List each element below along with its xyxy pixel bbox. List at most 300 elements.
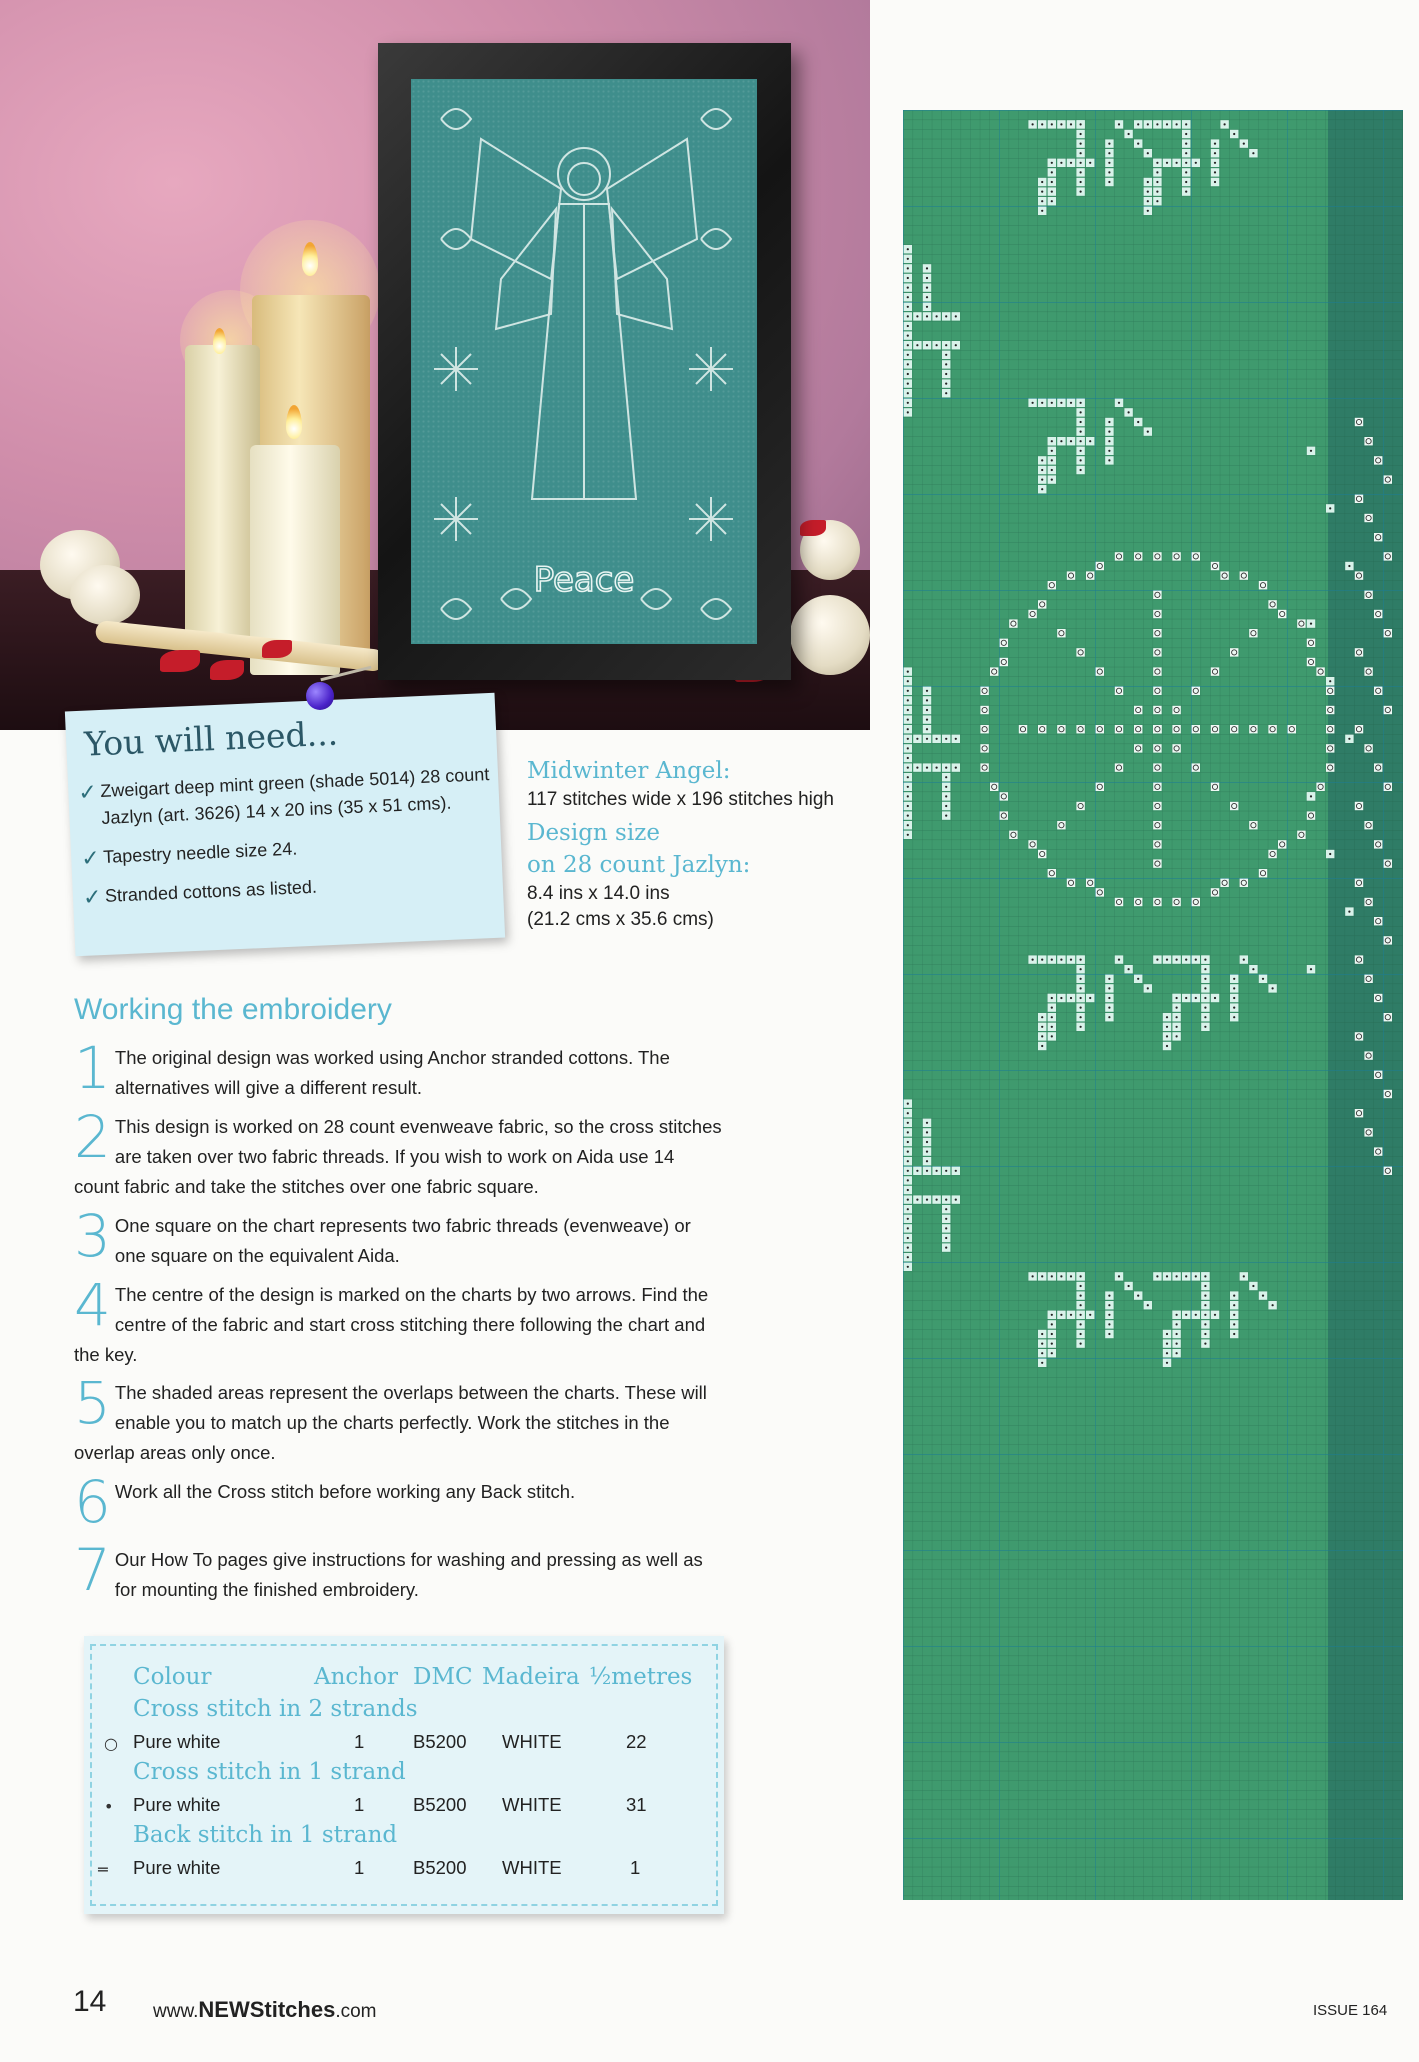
stitch-dot <box>1204 1343 1206 1345</box>
stitch-dot <box>1195 162 1197 164</box>
stitch-dot <box>1176 1314 1178 1316</box>
open-circle-symbol-icon: ○ <box>104 1734 118 1753</box>
stitch-dot <box>926 699 928 701</box>
stitch-dot <box>926 1141 928 1143</box>
stitch-dot <box>1185 162 1187 164</box>
key-header-anchor: Anchor <box>314 1664 398 1690</box>
stitch-dot <box>1070 1275 1072 1277</box>
stitch-dot <box>1176 997 1178 999</box>
stitch-dot <box>1070 123 1072 125</box>
stitch-dot <box>1108 997 1110 999</box>
stitch-dot <box>1032 123 1034 125</box>
stitch-dot <box>926 306 928 308</box>
stitch-dot <box>1272 1304 1274 1306</box>
key-dmc: B5200 <box>413 1794 467 1815</box>
stitch-dot <box>1041 210 1043 212</box>
step-text: The original design was worked using Anchor stranded cottons. The alternatives will give a different result. <box>114 1047 670 1098</box>
stitch-dot <box>1176 959 1178 961</box>
stitch-dot <box>1108 1314 1110 1316</box>
stitch-dot <box>1176 1323 1178 1325</box>
stitch-dot <box>945 805 947 807</box>
stitch-dot <box>936 344 938 346</box>
stitch-dot <box>1348 911 1350 913</box>
key-madeira: WHITE <box>502 1794 562 1815</box>
stitch-dot <box>1089 1314 1091 1316</box>
design-size-label-fabric: on 28 count Jazlyn: <box>527 852 751 878</box>
stitch-dot <box>1147 181 1149 183</box>
stitch-dot <box>907 747 909 749</box>
stitch-dot <box>926 315 928 317</box>
stitch-dot <box>1080 1314 1082 1316</box>
petal-icon <box>262 640 292 658</box>
stitch-dot <box>907 824 909 826</box>
stitch-dot <box>945 1237 947 1239</box>
stitch-dot <box>916 738 918 740</box>
stitch-dot <box>907 1189 909 1191</box>
stitch-dot <box>1147 987 1149 989</box>
stitch-dot <box>907 354 909 356</box>
stitch-dot <box>1204 1314 1206 1316</box>
stitch-dot <box>1041 181 1043 183</box>
stitch-dot <box>926 287 928 289</box>
stitch-dot <box>1051 1343 1053 1345</box>
stitch-dot <box>945 1247 947 1249</box>
stitch-dot <box>1272 987 1274 989</box>
stitch-dot <box>936 1170 938 1172</box>
stitch-dot <box>907 815 909 817</box>
stitch-dot <box>1041 1333 1043 1335</box>
stitch-dot <box>926 1131 928 1133</box>
stitch-dot <box>1233 1295 1235 1297</box>
stitch-dot <box>1041 459 1043 461</box>
stitch-dot <box>1310 623 1312 625</box>
stitch-dot <box>1108 978 1110 980</box>
stitch-dot <box>1108 181 1110 183</box>
stitch-dot <box>1041 1362 1043 1364</box>
stitch-dot <box>1051 162 1053 164</box>
stitch-dot <box>945 1227 947 1229</box>
stitch-dot <box>907 1170 909 1172</box>
stitch-dot <box>1128 133 1130 135</box>
stitch-dot <box>1080 1343 1082 1345</box>
stitch-dot <box>1108 171 1110 173</box>
stitch-dot <box>945 738 947 740</box>
stitch-dot <box>1051 181 1053 183</box>
stitch-dot <box>1252 152 1254 154</box>
stitch-dot <box>945 373 947 375</box>
stitch-dot <box>945 363 947 365</box>
stitch-dot <box>926 1160 928 1162</box>
step-1 <box>74 1034 724 1103</box>
stitch-dot <box>907 1141 909 1143</box>
stitch-dot <box>1060 123 1062 125</box>
key-header-madeira: Madeira <box>482 1664 580 1690</box>
stitch-dot <box>1080 133 1082 135</box>
picture-frame <box>378 43 791 680</box>
stitch-dot <box>1041 402 1043 404</box>
stitch-dot <box>1214 171 1216 173</box>
stitch-dot <box>1147 152 1149 154</box>
stitch-dot <box>1156 181 1158 183</box>
stitch-dot <box>1214 143 1216 145</box>
stitch-dot <box>1195 997 1197 999</box>
stitch-dot <box>1108 1007 1110 1009</box>
stitch-dot <box>1041 1035 1043 1037</box>
stitch-dot <box>1108 459 1110 461</box>
stitch-dot <box>926 296 928 298</box>
stitch-dot <box>1108 987 1110 989</box>
stitch-dot <box>945 1218 947 1220</box>
stitch-dot <box>1060 1275 1062 1277</box>
stitch-dot <box>1166 1045 1168 1047</box>
stitch-dot <box>926 277 928 279</box>
section-title: Working the embroidery <box>74 993 392 1026</box>
stitch-dot <box>907 325 909 327</box>
stitch-dot <box>1080 431 1082 433</box>
stitch-dot <box>1214 997 1216 999</box>
stitch-dot <box>907 834 909 836</box>
stitch-dot <box>1051 171 1053 173</box>
stitch-dot <box>1166 1333 1168 1335</box>
stitch-dot <box>1051 450 1053 452</box>
stitch-dot <box>955 1199 957 1201</box>
stitch-dot <box>907 776 909 778</box>
stitch-dot <box>955 315 957 317</box>
stitch-dot <box>1166 1035 1168 1037</box>
stitch-dot <box>1156 1275 1158 1277</box>
stitch-dot <box>945 1199 947 1201</box>
petal-icon <box>160 650 200 672</box>
stitch-dot <box>1051 459 1053 461</box>
step-4 <box>74 1271 724 1370</box>
stitch-dot <box>1089 997 1091 999</box>
stitch-dot <box>1060 997 1062 999</box>
step-number: 7 <box>74 1536 111 1604</box>
stitch-dot <box>1348 738 1350 740</box>
stitch-dot <box>1080 459 1082 461</box>
stitch-dot <box>1128 968 1130 970</box>
key-madeira: WHITE <box>502 1857 562 1878</box>
stitch-dot <box>1329 680 1331 682</box>
stitch-dot <box>936 738 938 740</box>
stitch-dot <box>945 815 947 817</box>
step-2 <box>74 1103 724 1202</box>
stitch-dot <box>1185 133 1187 135</box>
stitch-dot <box>945 344 947 346</box>
stitch-dot <box>926 1122 928 1124</box>
stitch-dot <box>1041 200 1043 202</box>
stitch-dot <box>1080 469 1082 471</box>
stitch-dot <box>1080 978 1082 980</box>
step-text: One square on the chart represents two fabric threads (evenweave) or one square on the equivalent Aida. <box>114 1215 691 1266</box>
key-header-colour: Colour <box>133 1664 212 1690</box>
stitch-dot <box>1137 123 1139 125</box>
stitch-dot <box>1051 1026 1053 1028</box>
candle-left <box>185 345 260 645</box>
stitch-dot <box>1147 431 1149 433</box>
design-stitch-count: 117 stitches wide x 196 stitches high <box>527 789 834 810</box>
stitch-dot <box>1204 1285 1206 1287</box>
key-section-title: Cross stitch in 1 strand <box>133 1759 406 1785</box>
stitch-dot <box>1041 479 1043 481</box>
stitch-dot <box>1166 1352 1168 1354</box>
stitch-dot <box>1310 968 1312 970</box>
push-pin-icon <box>306 682 334 710</box>
key-anchor: 1 <box>354 1857 365 1878</box>
key-dmc: B5200 <box>413 1731 467 1752</box>
stitch-dot <box>1080 1016 1082 1018</box>
stitch-dot <box>907 267 909 269</box>
stitch-dot <box>1233 1323 1235 1325</box>
stitched-sampler <box>411 79 757 644</box>
key-dmc: B5200 <box>413 1857 467 1878</box>
stitch-dot <box>1176 1026 1178 1028</box>
stitch-dot <box>907 728 909 730</box>
stitch-dot <box>1156 123 1158 125</box>
stitch-dot <box>1137 978 1139 980</box>
stitch-dot <box>916 767 918 769</box>
stitch-dot <box>1185 1314 1187 1316</box>
stitch-dot <box>1060 1314 1062 1316</box>
stitch-dot <box>907 344 909 346</box>
requirement-item: ✓ Zweigart deep mint green (shade 5014) 28 count Jazlyn (art. 3626) 14 x 20 ins (35 x 51 cms). <box>77 764 490 828</box>
stitch-dot <box>1176 1007 1178 1009</box>
stitch-dot <box>907 315 909 317</box>
stitch-dot <box>1051 997 1053 999</box>
stitch-dot <box>1176 1035 1178 1037</box>
stitch-dot <box>926 728 928 730</box>
stitch-dot <box>1080 181 1082 183</box>
stitch-dot <box>926 709 928 711</box>
stitch-dot <box>1204 997 1206 999</box>
stitch-dot <box>1233 1007 1235 1009</box>
stitch-dot <box>1080 440 1082 442</box>
stitch-dot <box>916 1170 918 1172</box>
key-anchor: 1 <box>354 1794 365 1815</box>
step-text: The centre of the design is marked on the charts by two arrows. Find the centre of the fabric and start cross stitching there following the chart and the key. <box>74 1284 709 1365</box>
stitch-dot <box>907 1266 909 1268</box>
stitch-dot <box>1051 402 1053 404</box>
flame-icon <box>213 328 226 354</box>
stitch-dot <box>1204 1016 1206 1018</box>
stitch-dot <box>1080 1295 1082 1297</box>
design-size-cms: (21.2 cms x 35.6 cms) <box>527 909 714 930</box>
stitch-dot <box>1147 210 1149 212</box>
stitch-dot <box>1080 123 1082 125</box>
stitch-dot <box>1233 978 1235 980</box>
stitch-dot <box>907 296 909 298</box>
step-number: 4 <box>74 1271 111 1339</box>
stitch-dot <box>1214 162 1216 164</box>
stitch-dot <box>1204 1007 1206 1009</box>
stitch-dot <box>1233 987 1235 989</box>
stitch-dot <box>1108 152 1110 154</box>
stitch-dot <box>916 315 918 317</box>
stitch-dot <box>1348 565 1350 567</box>
stitch-dot <box>1185 152 1187 154</box>
stitch-dot <box>907 335 909 337</box>
stitch-dot <box>907 411 909 413</box>
stitch-dot <box>1080 1007 1082 1009</box>
stitch-dot <box>1080 1333 1082 1335</box>
stitch-dot <box>1108 1016 1110 1018</box>
stitch-dot <box>907 767 909 769</box>
stitch-dot <box>1329 853 1331 855</box>
stitch-dot <box>1051 1352 1053 1354</box>
stitch-dot <box>1060 402 1062 404</box>
step-text: The shaded areas represent the overlaps between the charts. These will enable you to match up the charts perfectly. Work the stitches in the overlap areas only once. <box>74 1382 707 1463</box>
stitch-dot <box>1329 507 1331 509</box>
stitch-dot <box>907 383 909 385</box>
stitch-dot <box>1108 143 1110 145</box>
stitch-dot <box>945 795 947 797</box>
step-3 <box>74 1202 724 1271</box>
stitch-dot <box>1080 959 1082 961</box>
step-number: 6 <box>74 1468 111 1536</box>
stitch-dot <box>907 1179 909 1181</box>
stitch-dot <box>1156 959 1158 961</box>
stitch-dot <box>1233 997 1235 999</box>
stitch-dot <box>936 767 938 769</box>
stitch-dot <box>1262 1295 1264 1297</box>
key-header-metres: ½metres <box>589 1664 693 1690</box>
stitch-dot <box>1051 440 1053 442</box>
stitch-dot <box>1166 123 1168 125</box>
step-text: This design is worked on 28 count evenweave fabric, so the cross stitches are taken over two fabric threads. If you wish to work on Aida use 14 count fabric and take the stitches over one fabric square. <box>74 1116 722 1197</box>
stitch-dot <box>945 383 947 385</box>
stitch-dot <box>1233 1016 1235 1018</box>
stitch-dot <box>1195 959 1197 961</box>
stitch-dot <box>1108 431 1110 433</box>
stitch-dot <box>1032 959 1034 961</box>
stitch-dot <box>1185 143 1187 145</box>
stitch-dot <box>907 287 909 289</box>
stitch-dot <box>1108 1333 1110 1335</box>
key-colour: Pure white <box>133 1794 221 1815</box>
stitch-dot <box>955 738 957 740</box>
stitch-dot <box>1080 143 1082 145</box>
stitch-dot <box>1204 978 1206 980</box>
stitch-dot <box>1051 191 1053 193</box>
stitch-dot <box>907 1218 909 1220</box>
stitch-dot <box>1041 1275 1043 1277</box>
stitch-dot <box>1185 997 1187 999</box>
stitch-dot <box>1176 123 1178 125</box>
petal-icon <box>210 660 244 680</box>
stitch-dot <box>926 690 928 692</box>
stitch-dot <box>1166 1026 1168 1028</box>
stitch-dot <box>936 1199 938 1201</box>
stitch-dot <box>1137 1295 1139 1297</box>
stitch-dot <box>1166 959 1168 961</box>
stitch-dot <box>1185 181 1187 183</box>
stitch-dot <box>1051 123 1053 125</box>
page-number: 14 <box>73 1985 107 2018</box>
stitch-dot <box>1156 171 1158 173</box>
stitch-dot <box>907 277 909 279</box>
stitch-dot <box>955 1170 957 1172</box>
stitch-dot <box>945 767 947 769</box>
stitch-dot <box>1060 959 1062 961</box>
stitch-dot <box>1310 450 1312 452</box>
stitch-dot <box>1166 1343 1168 1345</box>
stitch-dot <box>1080 191 1082 193</box>
stitch-dot <box>1070 1314 1072 1316</box>
stitch-dot <box>1252 1285 1254 1287</box>
stitch-dot <box>1156 191 1158 193</box>
stitch-dot <box>1108 440 1110 442</box>
product-photo <box>0 0 870 730</box>
stitch-dot <box>1204 987 1206 989</box>
requirement-item: ✓ Tapestry needle size 24. <box>80 838 298 871</box>
stitch-dot <box>926 1199 928 1201</box>
sampler-word: Peace <box>533 560 635 600</box>
stitch-dot <box>907 805 909 807</box>
stitch-dot <box>1224 123 1226 125</box>
stitch-dot <box>926 344 928 346</box>
stitch-dot <box>1204 959 1206 961</box>
stitch-dot <box>1051 1323 1053 1325</box>
stitch-dot <box>1089 162 1091 164</box>
step-number: 5 <box>74 1369 111 1437</box>
key-metres: 31 <box>626 1794 647 1815</box>
stitch-dot <box>1176 1016 1178 1018</box>
stitch-dot <box>1204 1295 1206 1297</box>
dot-symbol-icon: • <box>104 1797 114 1816</box>
stitch-dot <box>1080 1323 1082 1325</box>
stitch-dot <box>1080 1275 1082 1277</box>
stitch-dot <box>1147 200 1149 202</box>
stitch-dot <box>1080 171 1082 173</box>
stitch-dot <box>907 1247 909 1249</box>
stitch-dot <box>907 757 909 759</box>
step-7 <box>74 1536 724 1605</box>
stitch-dot <box>945 1170 947 1172</box>
stitch-dot <box>916 344 918 346</box>
stitch-dot <box>907 709 909 711</box>
stitch-dot <box>1051 469 1053 471</box>
stitch-dot <box>1118 1275 1120 1277</box>
stitch-dot <box>1204 1304 1206 1306</box>
stitch-dot <box>1080 421 1082 423</box>
stitch-dot <box>907 738 909 740</box>
stitch-dot <box>1051 1007 1053 1009</box>
stitch-dot <box>1051 1275 1053 1277</box>
stitch-dot <box>1195 1275 1197 1277</box>
stitch-dot <box>1041 123 1043 125</box>
stitch-dot <box>1233 1314 1235 1316</box>
stitch-dot <box>926 767 928 769</box>
stitch-dot <box>1185 191 1187 193</box>
design-name: Midwinter Angel: <box>527 758 731 784</box>
stitch-dot <box>1310 795 1312 797</box>
stitch-dot <box>945 315 947 317</box>
stitch-dot <box>1128 411 1130 413</box>
petal-icon <box>800 520 826 536</box>
stitch-dot <box>1080 1026 1082 1028</box>
stitch-dot <box>1204 1026 1206 1028</box>
key-section-title: Back stitch in 1 strand <box>133 1822 398 1848</box>
stitch-dot <box>1243 959 1245 961</box>
stitch-dot <box>1051 1314 1053 1316</box>
stitch-dot <box>1147 191 1149 193</box>
stitch-dot <box>1041 959 1043 961</box>
requirement-item: ✓ Stranded cottons as listed. <box>82 876 318 910</box>
key-section-title: Cross stitch in 2 strands <box>133 1696 418 1722</box>
stitch-dot <box>1051 1333 1053 1335</box>
stitch-chart <box>903 110 1403 1900</box>
stitch-dot <box>1108 421 1110 423</box>
